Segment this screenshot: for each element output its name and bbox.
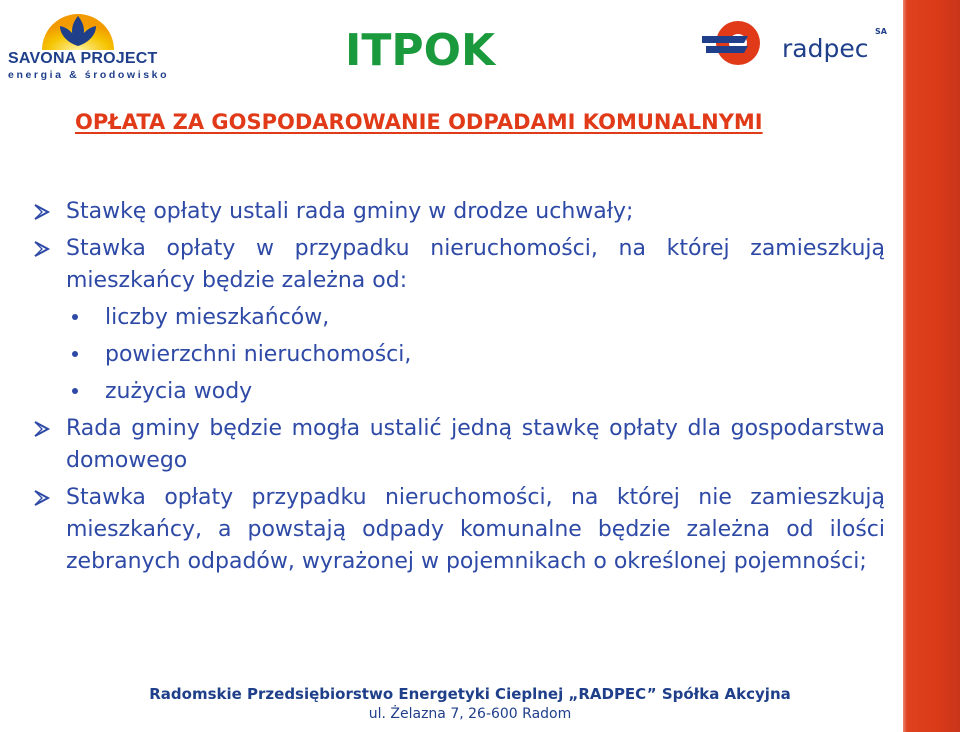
radpec-logo [700,16,900,70]
radpec-name: radpec [782,34,869,63]
bullet-dot-icon [72,351,78,357]
sub-list-item [30,376,885,408]
list-item [30,196,885,228]
radpec-emblem-icon [700,16,780,70]
content-list [30,196,885,578]
page-title: OPŁATA ZA GOSPODAROWANIE ODPADAMI KOMUNALNYMI [75,110,763,134]
sub-list-item [30,339,885,371]
sun-leaf-icon [4,6,154,52]
arrow-bullet-icon [32,419,52,439]
sub-item-text: zużycia wody [105,379,253,404]
footer-address: ul. Żelazna 7, 26-600 Radom [368,706,572,722]
bullet-dot-icon [72,314,78,320]
radpec-suffix: SA [875,27,887,36]
arrow-bullet-icon [32,488,52,508]
itpok-logo-graphic [345,24,535,70]
list-item-text: Rada gminy będzie mogła ustalić jedną stawkę opłaty dla gospodarstwa domowego [66,416,885,473]
itpok-logo [345,24,535,70]
savona-name: SAVONA PROJECT [8,50,158,67]
sub-item-text: liczby mieszkańców, [105,305,330,330]
sub-item-text: powierzchni nieruchomości, [105,342,412,367]
list-item [30,233,885,297]
savona-project-logo [4,6,170,82]
sub-list-item [30,302,885,334]
list-item [30,482,885,578]
list-item-text: Stawka opłaty w przypadku nieruchomości, na której zamieszkują mieszkańcy będzie zależna od: [66,236,885,293]
list-item-text: Stawka opłaty przypadku nieruchomości, na której nie zamieszkują mieszkańcy, a powstają odpady komunalne będzie zależna od ilości zebranych odpadów, wyrażonej w pojemnikach o określonej pojemności; [66,485,885,574]
arrow-bullet-icon [32,202,52,222]
bullet-dot-icon [72,388,78,394]
right-decorative-bar [903,0,960,732]
footer [0,684,940,724]
arrow-bullet-icon [32,239,52,259]
itpok-logo-text: ITPOK [345,25,496,70]
list-item-text: Stawkę opłaty ustali rada gminy w drodze uchwały; [66,199,634,224]
savona-subtitle: energia & środowisko [8,69,170,81]
list-item [30,413,885,477]
footer-company: Radomskie Przedsiębiorstwo Energetyki Cieplnej „RADPEC” Spółka Akcyjna [149,685,791,703]
